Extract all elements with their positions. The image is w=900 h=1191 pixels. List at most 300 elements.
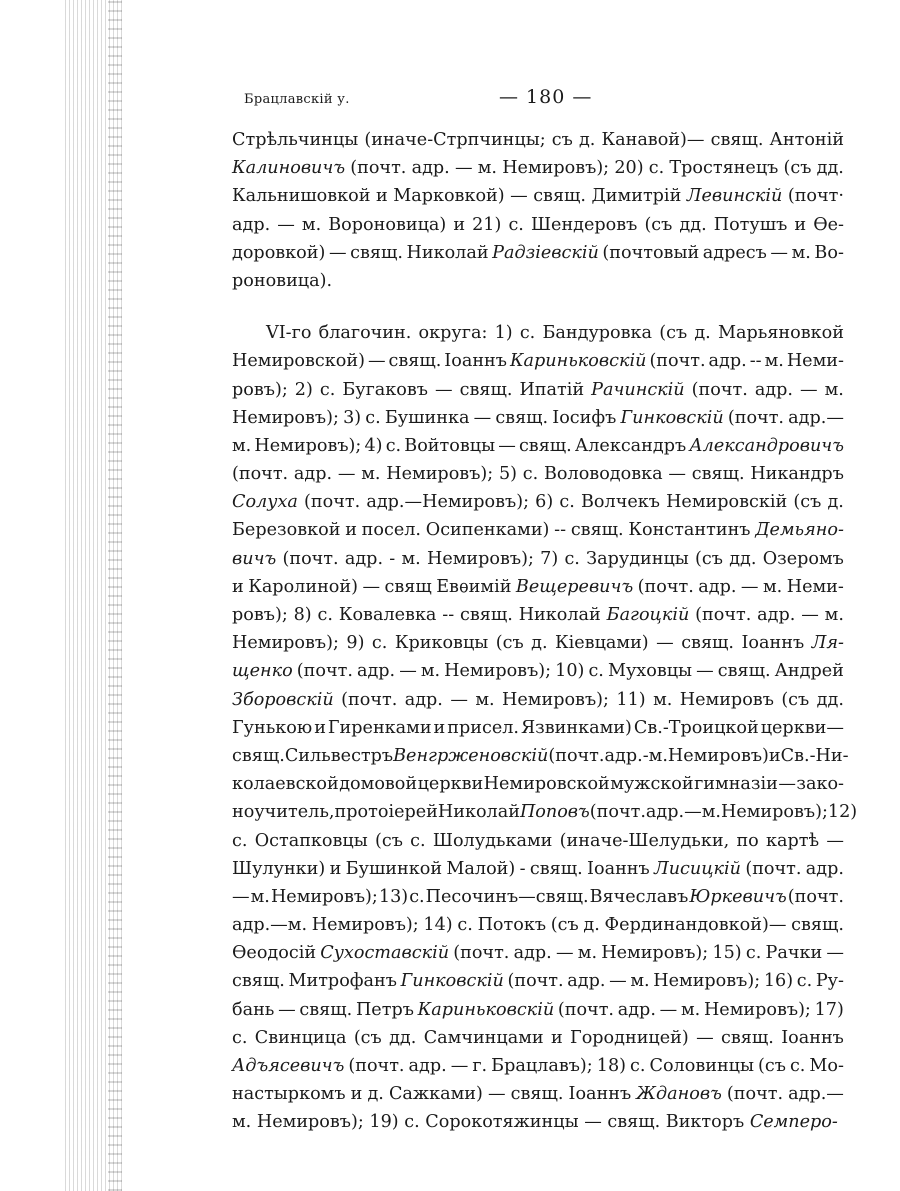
word: — bbox=[668, 464, 686, 485]
word: по bbox=[736, 830, 759, 851]
word: Немировъ); bbox=[502, 158, 610, 179]
text-line bbox=[232, 798, 858, 826]
word: дд. bbox=[729, 548, 757, 569]
word: Венгрженовскій bbox=[393, 745, 549, 766]
word: адр.—м. bbox=[232, 915, 308, 936]
word: 21) bbox=[472, 214, 502, 235]
word: Немировъ); bbox=[703, 999, 811, 1020]
word: свящ. bbox=[350, 242, 403, 263]
word: Немировъ bbox=[679, 689, 774, 710]
word: доровкой) bbox=[232, 242, 326, 263]
text-line bbox=[232, 432, 844, 460]
word: (почт. bbox=[341, 689, 398, 710]
word: Немировъ); bbox=[386, 464, 494, 485]
word: ровъ); bbox=[232, 605, 288, 625]
word: адр. bbox=[408, 1056, 447, 1076]
word: адр. bbox=[293, 464, 333, 485]
word: (почт· bbox=[787, 186, 844, 207]
word: Рачинскій bbox=[591, 379, 685, 400]
word: Сажками) bbox=[388, 1084, 483, 1105]
text-line bbox=[232, 883, 844, 911]
text-line bbox=[232, 996, 844, 1024]
word: с. bbox=[522, 464, 539, 485]
word: м. bbox=[477, 158, 498, 179]
word: с. bbox=[232, 1027, 248, 1048]
word: — bbox=[740, 576, 759, 597]
word: Шендеровъ bbox=[530, 214, 638, 235]
word: 20) bbox=[614, 158, 644, 179]
word: 3) bbox=[343, 407, 362, 428]
word: Бушинкой bbox=[345, 858, 443, 879]
word: посел. bbox=[361, 520, 422, 541]
text-line bbox=[232, 629, 844, 657]
word: Никандръ bbox=[750, 464, 844, 485]
page-header bbox=[244, 86, 844, 112]
word: Неми- bbox=[786, 351, 844, 372]
word: Евѳимій bbox=[436, 576, 512, 597]
word: VI-го bbox=[266, 323, 312, 344]
word: 2) bbox=[294, 379, 313, 400]
word: Каролиной) bbox=[248, 576, 358, 597]
word: с. bbox=[564, 548, 580, 569]
word: Канавой)— bbox=[601, 130, 705, 150]
word: свящ. bbox=[533, 186, 587, 207]
word: (почт. bbox=[232, 464, 289, 485]
word: адр. bbox=[698, 576, 737, 597]
word: (съ bbox=[781, 689, 810, 710]
word: (почт. bbox=[695, 605, 752, 625]
word: свящ. bbox=[460, 605, 513, 625]
word: -м. bbox=[642, 745, 668, 766]
word: с. bbox=[365, 407, 381, 428]
word: Немировской bbox=[483, 774, 610, 795]
word: Неми- bbox=[786, 576, 844, 597]
word: — bbox=[498, 435, 516, 456]
word: д. bbox=[583, 915, 600, 936]
word: Остапковцы bbox=[254, 830, 368, 851]
word: Солуха bbox=[232, 492, 298, 513]
word: Марьяновкой bbox=[717, 323, 844, 344]
word: Волчекъ bbox=[581, 492, 660, 513]
word: — bbox=[232, 886, 250, 907]
word: м. bbox=[232, 1112, 252, 1133]
word: Николай bbox=[518, 605, 601, 625]
word: свящ. bbox=[607, 1112, 661, 1133]
word: Гиренками bbox=[327, 717, 432, 738]
word: Зборовскій bbox=[232, 689, 334, 710]
word: Ру- bbox=[815, 971, 844, 992]
word: 7) bbox=[540, 548, 559, 569]
word: Самчинцами bbox=[423, 1027, 544, 1048]
word: с. bbox=[588, 661, 604, 682]
word: (почт. bbox=[589, 802, 646, 823]
word: Андрей bbox=[774, 661, 844, 682]
word: адр. bbox=[645, 802, 685, 823]
word: Кальнишовкой bbox=[232, 186, 371, 207]
word: Тростянецъ bbox=[669, 158, 779, 179]
word: Немировъ); bbox=[256, 1112, 364, 1133]
word: свящ. bbox=[459, 379, 513, 400]
word: (съ bbox=[644, 214, 673, 235]
word: Поповъ bbox=[519, 802, 590, 823]
word: Александровичъ bbox=[689, 435, 844, 456]
word: (почт. bbox=[282, 548, 339, 569]
word: с. bbox=[385, 435, 402, 456]
word: — bbox=[487, 1084, 506, 1105]
word: — bbox=[801, 605, 819, 625]
text-line bbox=[232, 770, 844, 798]
text-line bbox=[232, 573, 844, 601]
word: м. bbox=[762, 576, 783, 597]
word: д. bbox=[578, 130, 596, 150]
word: и bbox=[314, 717, 326, 738]
word: Соловинцы bbox=[649, 1056, 754, 1076]
word: адр. bbox=[404, 689, 443, 710]
word: 14) bbox=[423, 915, 453, 936]
word: Немировъ); bbox=[502, 689, 609, 710]
word: Ждановъ bbox=[636, 1084, 722, 1105]
word: 13) bbox=[378, 886, 409, 907]
word: Стрѣльчинцы bbox=[232, 130, 359, 150]
word: (иначе-Стрпчинцы; bbox=[364, 130, 546, 150]
word: и bbox=[433, 717, 446, 738]
word: г. bbox=[472, 1056, 488, 1076]
word: Воловодовка bbox=[544, 464, 663, 485]
word: ровъ); bbox=[232, 379, 288, 400]
word: Іоаннъ bbox=[741, 633, 805, 654]
word: с. bbox=[630, 1056, 646, 1076]
word: протоіерей bbox=[334, 802, 438, 823]
text-line bbox=[232, 211, 844, 239]
word: адр. bbox=[411, 158, 450, 179]
text-line bbox=[232, 376, 844, 404]
word: и bbox=[768, 745, 781, 766]
word: — bbox=[454, 158, 473, 179]
word: Іоаннъ bbox=[781, 1027, 844, 1048]
word: — bbox=[584, 1112, 602, 1133]
word: 19) bbox=[369, 1112, 399, 1133]
word: (почт. bbox=[548, 745, 605, 766]
text-line bbox=[232, 657, 844, 685]
text-line bbox=[232, 516, 844, 544]
word: Фердинандовкой)— bbox=[604, 915, 787, 936]
word: вичъ bbox=[232, 548, 277, 569]
word: щенко bbox=[232, 661, 293, 682]
word: с. bbox=[789, 1056, 806, 1076]
word: Бушинка bbox=[384, 407, 470, 428]
text-line bbox=[232, 742, 849, 770]
word: и bbox=[329, 858, 342, 879]
word: свящ. bbox=[570, 520, 624, 541]
word: Вещеревичъ bbox=[515, 576, 634, 597]
word: — bbox=[328, 242, 347, 263]
word: (съ bbox=[550, 915, 579, 936]
word: — bbox=[826, 943, 844, 964]
word: Кіевцами) bbox=[555, 633, 649, 654]
page-body bbox=[232, 126, 858, 1137]
word: Немировъ); bbox=[444, 661, 552, 682]
word: колаевской bbox=[232, 774, 339, 795]
word: с. bbox=[745, 943, 762, 964]
word: свящ. bbox=[518, 435, 572, 456]
word: м. bbox=[301, 214, 322, 235]
word: Ѳе- bbox=[813, 214, 844, 235]
word: (почт. bbox=[691, 379, 748, 400]
word: Свинцица bbox=[254, 1027, 347, 1048]
word: Осипенками) bbox=[425, 520, 550, 541]
word: — bbox=[510, 186, 528, 207]
word: Николай bbox=[437, 802, 520, 823]
word: (съ bbox=[695, 548, 723, 569]
word: свящ. bbox=[388, 351, 442, 372]
word: — bbox=[473, 407, 492, 428]
word: с. bbox=[319, 379, 336, 400]
word: Малой) bbox=[446, 858, 516, 879]
word: и bbox=[375, 186, 388, 207]
word: 12) bbox=[827, 802, 858, 823]
word: с. bbox=[508, 214, 524, 235]
word: Сухоставскій bbox=[320, 943, 450, 964]
word: Юркевичъ bbox=[689, 886, 787, 907]
word: Гунькою bbox=[232, 717, 313, 738]
word: ноучитель, bbox=[232, 802, 335, 823]
text-line bbox=[232, 182, 844, 210]
word: д. bbox=[531, 633, 548, 654]
word: (съ bbox=[758, 1056, 786, 1076]
word: Св.-Троицкой bbox=[633, 717, 759, 738]
word: Немировъ) bbox=[667, 745, 769, 766]
word: (почт. bbox=[726, 1084, 784, 1105]
word: Немировъ); bbox=[720, 802, 828, 823]
text-line bbox=[232, 267, 844, 295]
word: Немировской) bbox=[232, 351, 365, 372]
text-line bbox=[232, 1024, 844, 1052]
word: адр.—Немировъ); bbox=[366, 492, 530, 513]
text-line bbox=[232, 545, 844, 573]
word: м. bbox=[791, 242, 811, 263]
word: и bbox=[345, 520, 357, 541]
word: Немировъ); bbox=[426, 548, 534, 569]
word: с. bbox=[371, 633, 388, 654]
word: м. bbox=[680, 999, 701, 1020]
word: (почт. bbox=[745, 858, 802, 879]
word: (почт. bbox=[637, 576, 694, 597]
word: (почт. bbox=[296, 661, 353, 682]
word: Немировъ); bbox=[232, 407, 339, 428]
word: м. bbox=[824, 605, 844, 625]
text-line bbox=[232, 319, 844, 347]
word: Городницей) bbox=[570, 1027, 689, 1048]
word: 16) bbox=[763, 971, 794, 992]
word: Кариньковскій bbox=[509, 351, 647, 372]
word: свящ. bbox=[710, 130, 764, 150]
word: свящ. bbox=[510, 1084, 564, 1105]
word: и bbox=[794, 214, 807, 235]
word: Немировъ); bbox=[232, 633, 339, 654]
word: Муховцы bbox=[607, 661, 693, 682]
word: Вячеславъ bbox=[589, 886, 689, 907]
word: 17) bbox=[814, 999, 844, 1020]
word: адр. bbox=[356, 661, 396, 682]
word: м. bbox=[420, 661, 441, 682]
word: адр. bbox=[513, 943, 552, 964]
word: адр. bbox=[604, 745, 643, 766]
word: Войтовцы bbox=[404, 435, 496, 456]
word: с. bbox=[457, 915, 473, 936]
word: -- bbox=[749, 351, 762, 372]
word: адр. bbox=[757, 605, 796, 625]
word: 18) bbox=[596, 1056, 627, 1076]
word: Николай bbox=[406, 242, 489, 263]
word: адр. bbox=[805, 858, 844, 879]
word: — bbox=[399, 661, 417, 682]
word: Озеромъ bbox=[762, 548, 844, 569]
word: свящ. bbox=[791, 915, 844, 936]
word: — bbox=[684, 802, 702, 823]
word: (съ bbox=[375, 830, 403, 851]
word: 9) bbox=[346, 633, 365, 654]
word: свящ. bbox=[681, 633, 735, 654]
word: Іоаннъ bbox=[568, 1084, 632, 1105]
word: (съ bbox=[793, 492, 822, 513]
word: свящ. bbox=[232, 745, 285, 766]
word: (почт. bbox=[727, 407, 785, 428]
page-binding-shadow bbox=[108, 0, 122, 1191]
word: (почт. bbox=[787, 886, 844, 907]
word: (почт. bbox=[348, 1056, 405, 1076]
word: Іоаннъ bbox=[444, 351, 507, 372]
word: Димитрій bbox=[591, 186, 682, 207]
word: Бугаковъ bbox=[342, 379, 428, 400]
text-line bbox=[232, 827, 844, 855]
word: — bbox=[450, 1056, 469, 1076]
word: Немировъ); bbox=[254, 435, 362, 456]
word: — bbox=[450, 689, 468, 710]
word: Ѳеодосій bbox=[232, 943, 317, 964]
word: — bbox=[435, 379, 453, 400]
word: Калиновичъ bbox=[232, 158, 346, 179]
word: — bbox=[696, 661, 714, 682]
word: Ля- bbox=[811, 633, 844, 654]
word: Немировъ); bbox=[311, 915, 419, 936]
word: 1) bbox=[494, 323, 513, 344]
paragraph-2 bbox=[232, 319, 858, 1136]
word: с. bbox=[317, 605, 333, 625]
word: с. bbox=[410, 830, 426, 851]
word: адр. bbox=[567, 971, 606, 992]
word: Вороновица) bbox=[328, 214, 447, 235]
word: — bbox=[555, 943, 574, 964]
text-line bbox=[232, 488, 844, 516]
word: Іосифъ bbox=[552, 407, 617, 428]
paragraph-1 bbox=[232, 126, 844, 295]
word: — bbox=[696, 1027, 714, 1048]
word: м. bbox=[764, 351, 784, 372]
word: (съ bbox=[353, 1027, 382, 1048]
word: Брацлавъ); bbox=[491, 1056, 593, 1076]
word: и bbox=[232, 576, 244, 597]
word: зако- bbox=[796, 774, 844, 795]
text-line bbox=[232, 460, 844, 488]
word: - bbox=[389, 548, 396, 569]
word: благочин. bbox=[318, 323, 412, 344]
text-line bbox=[232, 939, 844, 967]
word: м. bbox=[361, 464, 381, 485]
word: (съ bbox=[659, 323, 688, 344]
word: адр. bbox=[617, 999, 656, 1020]
word: Лисицкій bbox=[654, 858, 741, 879]
word: -- bbox=[554, 520, 567, 541]
word: свящ. bbox=[717, 661, 771, 682]
word: Песочинъ—свящ. bbox=[425, 886, 589, 907]
word: и bbox=[453, 214, 466, 235]
text-line bbox=[232, 239, 844, 267]
word: (съ bbox=[783, 158, 812, 179]
word: Св.-Ни- bbox=[780, 745, 849, 766]
word: (съ bbox=[495, 633, 524, 654]
word: Рачки bbox=[765, 943, 823, 964]
word: дд. bbox=[816, 689, 844, 710]
word: Іоаннъ bbox=[587, 858, 650, 879]
word: Шолудьками bbox=[432, 830, 553, 851]
word: адр.— bbox=[788, 407, 844, 428]
word: (почтовый bbox=[602, 242, 700, 263]
word: с. bbox=[796, 971, 813, 992]
word: дд. bbox=[816, 158, 844, 179]
word: Левинскій bbox=[686, 186, 783, 207]
text-line bbox=[232, 855, 844, 883]
word: с. bbox=[648, 158, 665, 179]
word: 8) bbox=[293, 605, 312, 625]
word: Во- bbox=[814, 242, 844, 263]
word: (иначе-Шелудьки, bbox=[559, 830, 730, 851]
word: Викторъ bbox=[665, 1112, 745, 1133]
word: свящ. bbox=[495, 407, 549, 428]
word: съ bbox=[551, 130, 573, 150]
word: (почт. bbox=[453, 943, 510, 964]
word: — bbox=[337, 464, 356, 485]
word: Семперо- bbox=[749, 1112, 838, 1133]
word: адресъ bbox=[702, 242, 767, 263]
word: м. bbox=[824, 379, 844, 400]
word: Ковалевка bbox=[338, 605, 437, 625]
word: с. bbox=[404, 1112, 420, 1133]
word: — bbox=[278, 999, 296, 1020]
word: 10) bbox=[555, 661, 585, 682]
word: Зарудинцы bbox=[586, 548, 689, 569]
word: Демьяно- bbox=[755, 520, 844, 541]
word: свящ. bbox=[691, 464, 745, 485]
word: м. bbox=[577, 943, 598, 964]
word: с. bbox=[409, 886, 425, 907]
word: — bbox=[367, 351, 386, 372]
word: (почт. bbox=[507, 971, 564, 992]
word: (почт. bbox=[557, 999, 615, 1020]
word: дд. bbox=[389, 1027, 417, 1048]
word: м. bbox=[653, 689, 673, 710]
word: — bbox=[826, 830, 844, 851]
word: Потушъ bbox=[713, 214, 788, 235]
word: Адъясевичъ bbox=[232, 1056, 345, 1076]
word: 6) bbox=[535, 492, 554, 513]
word: Гинковскій bbox=[400, 971, 504, 992]
word: — bbox=[362, 576, 381, 597]
word: Антоній bbox=[769, 130, 844, 150]
word: церкви— bbox=[760, 717, 844, 738]
word: Гинковскій bbox=[620, 407, 724, 428]
word: мужской bbox=[610, 774, 694, 795]
word: адр. bbox=[754, 379, 793, 400]
